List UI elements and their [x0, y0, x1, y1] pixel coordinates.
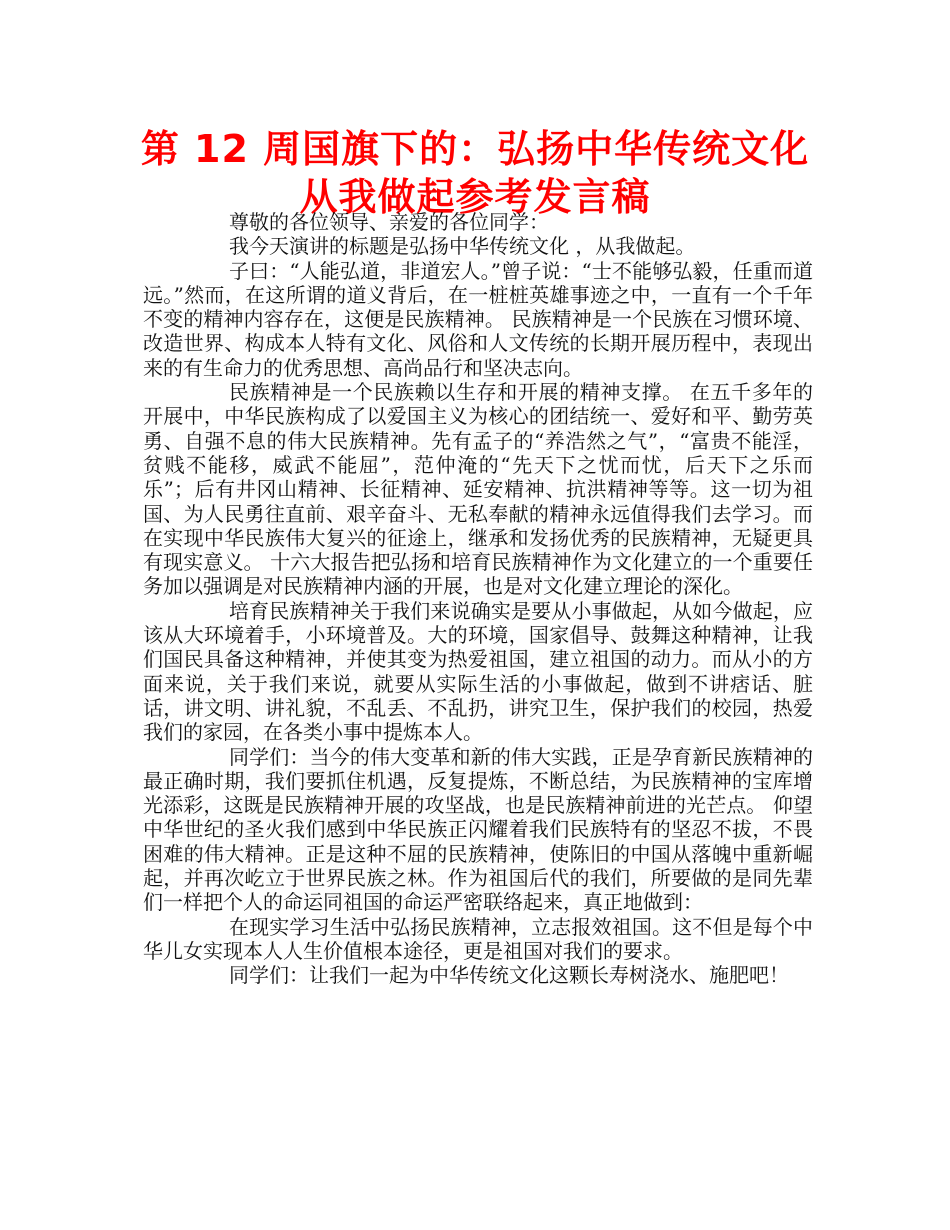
paragraph-quotes: 子曰：“人能弘道，非道宏人。”曾子说：“士不能够弘毅，任重而道远。”然而，在这所谓的道义背后，在一桩桩英雄事迹之中，一直有一个千年不变的精神内容存在，这便是民族精神。 民族精神是一个民族在习惯环境、改造世界、构成本人特有文化、风俗和人文传统的长期开展历程中，表现出来的有生命力的优秀思想、高尚品行和坚决志向。 — [143, 258, 813, 380]
paragraph-start-small: 培育民族精神关于我们来说确实是要从小事做起，从如今做起，应该从大环境着手，小环境普及。大的环境，国家倡导、鼓舞这种精神，让我们国民具备这种精神，并使其变为热爱祖国，建立祖国的动力。而从小的方面来说，关于我们来说，就要从实际生活的小事做起，做到不讲痞话、脏话，讲文明、讲礼貌，不乱丢、不乱扔，讲究卫生，保护我们的校园，热爱我们的家园，在各类小事中提炼本人。 — [143, 598, 813, 745]
paragraph-national-spirit: 民族精神是一个民族赖以生存和开展的精神支撑。 在五千多年的开展中，中华民族构成了以爱国主义为核心的团结统一、爱好和平、勤劳英勇、自强不息的伟大民族精神。先有孟子的“养浩然之气”，“富贵不能淫，贫贱不能移，威武不能屈”，范仲淹的“先天下之忧而忧，后天下之乐而乐”；后有井冈山精神、长征精神、延安精神、抗洪精神等等。这一切为祖国、为人民勇往直前、艰辛奋斗、无私奉献的精神永远值得我们去学习。而在实现中华民族伟大复兴的征途上，继承和发扬优秀的民族精神，无疑更具有现实意义。 十六大报告把弘扬和培育民族精神作为文化建立的一个重要任务加以强调是对民族精神内涵的开展，也是对文化建立理论的深化。 — [143, 380, 813, 599]
paragraph-greeting: 尊敬的各位领导、亲爱的各位同学： — [229, 210, 549, 234]
paragraph-topic: 我今天演讲的标题是弘扬中华传统文化 ，从我做起。 — [229, 234, 696, 259]
paragraph-students-call: 同学们：当今的伟大变革和新的伟大实践，正是孕育新民族精神的最正确时期，我们要抓住机遇，反复提炼，不断总结，为民族精神的宝库增光添彩，这既是民族精神开展的攻坚战，也是民族精神前进的光芒点。 仰望中华世纪的圣火我们感到中华民族正闪耀着我们民族特有的坚忍不拔，不畏困难的伟大精神。正是这种不屈的民族精神，使陈旧的中国从落魄中重新崛起，并再次屹立于世界民族之林。作为祖国后代的我们，所要做的是同先辈们一样把个人的命运同祖国的命运严密联络起来，真正地做到： — [143, 744, 813, 915]
paragraph-serve-country: 在现实学习生活中弘扬民族精神，立志报效祖国。这不但是每个中华儿女实现本人人生价值根本途径，更是祖国对我们的要求。 — [143, 914, 813, 963]
document-title: 第 12 周国旗下的：弘扬中华传统文化 从我做起参考发言稿 — [140, 127, 810, 219]
document-body — [143, 210, 813, 988]
paragraph-closing: 同学们：让我们一起为中华传统文化这颗长寿树浇水、施肥吧！ — [229, 963, 789, 988]
